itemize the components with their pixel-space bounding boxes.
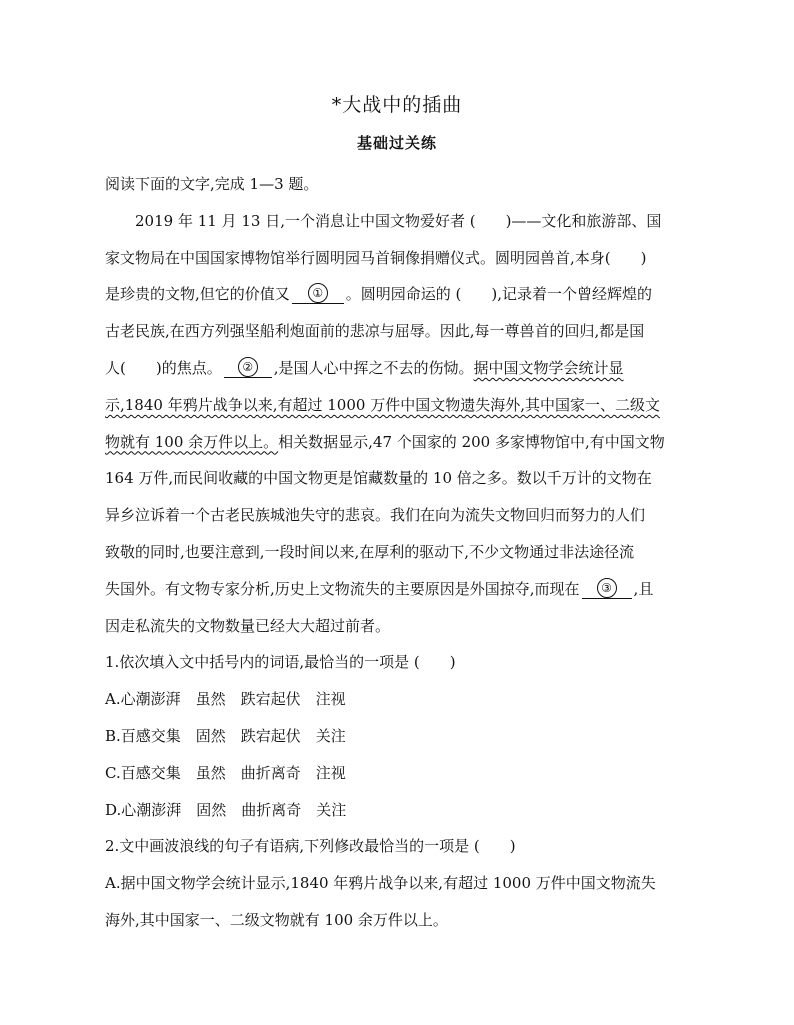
passage-text: 。圆明园命运的 ( ),记录着一个曾经辉煌的 xyxy=(345,285,653,304)
passage-line: 164 万件,而民间收藏的中国文物更是馆藏数量的 10 倍之多。数以千万计的文物在 xyxy=(105,469,652,488)
question-1-option-d: D.心潮澎湃 固然 曲折离奇 关注 xyxy=(105,800,347,819)
passage-line xyxy=(105,350,690,387)
passage-text: 失国外。有文物专家分析,历史上文物流失的主要原因是外国掠夺,而现在 xyxy=(105,579,580,598)
passage-text: ,且 xyxy=(633,579,654,598)
passage-text: 是珍贵的文物,但它的价值又 xyxy=(105,285,290,304)
question-1-option-a: A.心潮澎湃 虽然 跌宕起伏 注视 xyxy=(105,690,346,709)
blank-number: ② xyxy=(238,357,258,377)
wavy-underlined-sentence: 据中国文物学会统计显 xyxy=(473,358,624,377)
page-title: *大战中的插曲 xyxy=(331,94,463,116)
blank-number: ① xyxy=(308,283,328,303)
passage-line xyxy=(105,276,690,313)
passage-line xyxy=(105,387,690,424)
blank-number: ③ xyxy=(597,578,617,598)
passage-line: 家文物局在中国国家博物馆举行圆明园马首铜像捐赠仪式。圆明园兽首,本身( ) xyxy=(105,248,647,267)
section-subtitle: 基础过关练 xyxy=(356,134,437,152)
question-2-stem: 2.文中画波浪线的句子有语病,下列修改最恰当的一项是 ( ) xyxy=(105,837,516,856)
question-1-stem: 1.依次填入文中括号内的词语,最恰当的一项是 ( ) xyxy=(105,653,456,672)
question-2-option-a-cont: 海外,其中国家一、二级文物就有 100 余万件以上。 xyxy=(105,910,448,929)
passage-line: 2019 年 11 月 13 日,一个消息让中国文物爱好者 ( )——文化和旅游部、国 xyxy=(135,211,662,230)
passage-line: 致敬的同时,也要注意到,一段时间以来,在厚利的驱动下,不少文物通过非法途径流 xyxy=(105,542,635,561)
passage-line: 异乡泣诉着一个古老民族城池失守的悲哀。我们在向为流失文物回归而努力的人们 xyxy=(105,506,646,525)
fill-blank-1 xyxy=(292,282,344,304)
instruction-line: 阅读下面的文字,完成 1—3 题。 xyxy=(105,175,319,193)
passage-line: 古老民族,在西方列强坚船利炮面前的悲凉与屈辱。因此,每一尊兽首的回归,都是国 xyxy=(105,322,645,341)
passage-line xyxy=(105,424,690,461)
document-body xyxy=(105,166,690,939)
question-1-option-c: C.百感交集 虽然 曲折离奇 注视 xyxy=(105,763,346,782)
passage-text: ,是国人心中挥之不去的伤恸。 xyxy=(273,358,474,377)
question-1-option-b: B.百感交集 固然 跌宕起伏 关注 xyxy=(105,726,346,745)
fill-blank-3 xyxy=(582,577,632,599)
fill-blank-2 xyxy=(224,356,272,378)
passage-line xyxy=(105,571,690,608)
passage-line: 因走私流失的文物数量已经大大超过前者。 xyxy=(105,616,391,635)
wavy-underlined-sentence: 示,1840 年鸦片战争以来,有超过 1000 万件中国文物遗失海外,其中国家一、二级文 xyxy=(105,395,660,414)
passage-text: 人( )的焦点。 xyxy=(105,358,222,377)
question-2-option-a: A.据中国文物学会统计显示,1840 年鸦片战争以来,有超过 1000 万件中国文物流失 xyxy=(105,874,656,893)
passage-text: 相关数据显示,47 个国家的 200 多家博物馆中,有中国文物 xyxy=(278,432,665,451)
wavy-underlined-sentence: 物就有 100 余万件以上。 xyxy=(105,432,279,451)
